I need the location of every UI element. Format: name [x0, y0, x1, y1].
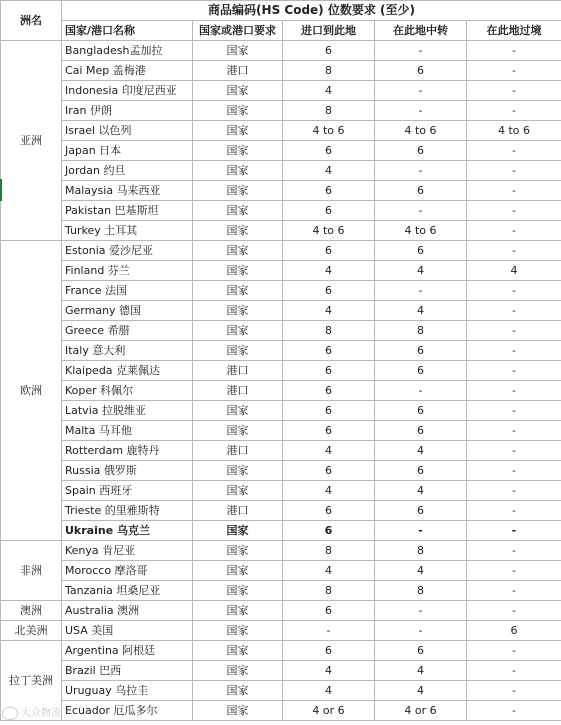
name-cell: Russia 俄罗斯 — [62, 461, 193, 481]
transship-cell: - — [375, 521, 467, 541]
name-cell: Estonia 爱沙尼亚 — [62, 241, 193, 261]
name-cell: Israel 以色列 — [62, 121, 193, 141]
name-cell: Kenya 肯尼亚 — [62, 541, 193, 561]
continent-cell: 北美洲 — [1, 621, 62, 641]
type-cell: 国家 — [193, 521, 283, 541]
table-row — [1, 221, 561, 241]
type-cell: 国家 — [193, 481, 283, 501]
import-cell: - — [283, 621, 375, 641]
type-cell: 国家 — [193, 681, 283, 701]
import-cell: 4 or 6 — [283, 701, 375, 721]
transit-cell: - — [467, 221, 561, 241]
transship-cell: 6 — [375, 181, 467, 201]
type-cell: 国家 — [193, 641, 283, 661]
transit-cell: - — [467, 161, 561, 181]
transship-cell: 4 — [375, 301, 467, 321]
name-cell: Morocco 摩洛哥 — [62, 561, 193, 581]
import-cell: 6 — [283, 41, 375, 61]
type-cell: 港口 — [193, 381, 283, 401]
table-row — [1, 341, 561, 361]
import-cell: 4 — [283, 81, 375, 101]
import-cell: 4 — [283, 441, 375, 461]
import-cell: 6 — [283, 381, 375, 401]
transit-cell: - — [467, 81, 561, 101]
transship-cell: 8 — [375, 581, 467, 601]
table-row — [1, 161, 561, 181]
name-cell: Jordan 约旦 — [62, 161, 193, 181]
type-cell: 国家 — [193, 321, 283, 341]
type-cell: 港口 — [193, 361, 283, 381]
import-cell: 4 — [283, 561, 375, 581]
type-cell: 国家 — [193, 661, 283, 681]
table-row — [1, 361, 561, 381]
row-selection-marker — [0, 179, 2, 201]
name-cell: USA 美国 — [62, 621, 193, 641]
transit-cell: - — [467, 461, 561, 481]
transit-cell: - — [467, 641, 561, 661]
import-cell: 4 — [283, 661, 375, 681]
transit-cell: - — [467, 581, 561, 601]
transit-cell: - — [467, 541, 561, 561]
table-row — [1, 421, 561, 441]
transit-cell: - — [467, 681, 561, 701]
table-body — [1, 41, 561, 721]
table-row — [1, 141, 561, 161]
table-row — [1, 481, 561, 501]
name-cell: Turkey 土耳其 — [62, 221, 193, 241]
import-cell: 6 — [283, 501, 375, 521]
transship-cell: - — [375, 201, 467, 221]
transship-cell: - — [375, 81, 467, 101]
transit-column-header: 在此地过境 — [467, 21, 561, 41]
type-column-header: 国家或港口要求 — [193, 21, 283, 41]
transit-cell: - — [467, 241, 561, 261]
name-cell: Rotterdam 鹿特丹 — [62, 441, 193, 461]
transit-cell: - — [467, 421, 561, 441]
table-title: 商品编码(HS Code) 位数要求 (至少) — [62, 1, 561, 21]
transship-cell: 4 or 6 — [375, 701, 467, 721]
transship-cell: 4 — [375, 661, 467, 681]
transship-cell: 6 — [375, 641, 467, 661]
transship-cell: - — [375, 101, 467, 121]
import-cell: 6 — [283, 521, 375, 541]
table-row — [1, 601, 561, 621]
transit-cell: - — [467, 701, 561, 721]
table-row — [1, 581, 561, 601]
name-cell: Finland 芬兰 — [62, 261, 193, 281]
table-row — [1, 661, 561, 681]
name-cell: Latvia 拉脱维亚 — [62, 401, 193, 421]
transit-cell: - — [467, 301, 561, 321]
type-cell: 国家 — [193, 421, 283, 441]
table-row — [1, 561, 561, 581]
transit-cell: - — [467, 481, 561, 501]
transship-cell: 6 — [375, 341, 467, 361]
import-cell: 6 — [283, 281, 375, 301]
import-cell: 4 — [283, 301, 375, 321]
transit-cell: - — [467, 661, 561, 681]
table-row — [1, 681, 561, 701]
type-cell: 港口 — [193, 441, 283, 461]
transship-cell: - — [375, 601, 467, 621]
transit-cell: - — [467, 41, 561, 61]
name-cell: Germany 德国 — [62, 301, 193, 321]
import-cell: 6 — [283, 201, 375, 221]
import-cell: 6 — [283, 241, 375, 261]
transit-cell: - — [467, 561, 561, 581]
name-cell: Iran 伊朗 — [62, 101, 193, 121]
name-cell: Cai Mep 盖梅港 — [62, 61, 193, 81]
transship-cell: 4 — [375, 561, 467, 581]
import-cell: 4 — [283, 161, 375, 181]
name-cell: Trieste 的里雅斯特 — [62, 501, 193, 521]
table-row — [1, 261, 561, 281]
import-column-header: 进口到此地 — [283, 21, 375, 41]
type-cell: 国家 — [193, 101, 283, 121]
transit-cell: - — [467, 141, 561, 161]
import-cell: 4 — [283, 681, 375, 701]
type-cell: 国家 — [193, 81, 283, 101]
type-cell: 国家 — [193, 581, 283, 601]
type-cell: 国家 — [193, 601, 283, 621]
transit-cell: - — [467, 361, 561, 381]
table-row — [1, 541, 561, 561]
continent-cell: 拉丁美洲 — [1, 641, 62, 721]
transit-cell: - — [467, 521, 561, 541]
continent-cell: 非洲 — [1, 541, 62, 601]
table-row — [1, 441, 561, 461]
transship-cell: - — [375, 41, 467, 61]
transship-cell: 6 — [375, 421, 467, 441]
transit-cell: - — [467, 401, 561, 421]
import-cell: 4 — [283, 481, 375, 501]
transship-cell: 4 to 6 — [375, 221, 467, 241]
name-cell: Greece 希腊 — [62, 321, 193, 341]
type-cell: 国家 — [193, 141, 283, 161]
transit-cell: 6 — [467, 621, 561, 641]
table-row — [1, 81, 561, 101]
table-row — [1, 521, 561, 541]
continent-column-header: 洲名 — [1, 1, 62, 41]
transit-cell: 4 to 6 — [467, 121, 561, 141]
transship-cell: 6 — [375, 61, 467, 81]
name-cell: Klaipeda 克莱佩达 — [62, 361, 193, 381]
transship-cell: 6 — [375, 401, 467, 421]
type-cell: 港口 — [193, 501, 283, 521]
transit-cell: 4 — [467, 261, 561, 281]
transship-cell: - — [375, 161, 467, 181]
transship-cell: 6 — [375, 361, 467, 381]
transit-cell: - — [467, 101, 561, 121]
transship-cell: 4 — [375, 261, 467, 281]
import-cell: 8 — [283, 61, 375, 81]
import-cell: 8 — [283, 101, 375, 121]
table-row — [1, 401, 561, 421]
transit-cell: - — [467, 341, 561, 361]
import-cell: 6 — [283, 361, 375, 381]
import-cell: 6 — [283, 401, 375, 421]
name-cell: Italy 意大利 — [62, 341, 193, 361]
name-cell: Indonesia 印度尼西亚 — [62, 81, 193, 101]
name-cell: Uruguay 乌拉圭 — [62, 681, 193, 701]
continent-cell: 欧洲 — [1, 241, 62, 541]
type-cell: 国家 — [193, 161, 283, 181]
transit-cell: - — [467, 441, 561, 461]
transship-cell: 6 — [375, 461, 467, 481]
type-cell: 国家 — [193, 301, 283, 321]
import-cell: 4 to 6 — [283, 221, 375, 241]
table-row — [1, 381, 561, 401]
table-row — [1, 701, 561, 721]
name-cell: Malaysia 马来西亚 — [62, 181, 193, 201]
import-cell: 8 — [283, 581, 375, 601]
table-row — [1, 621, 561, 641]
continent-cell: 澳洲 — [1, 601, 62, 621]
transship-cell: 6 — [375, 241, 467, 261]
table-row — [1, 241, 561, 261]
transit-cell: - — [467, 501, 561, 521]
transit-cell: - — [467, 321, 561, 341]
watermark — [2, 706, 61, 722]
table-row — [1, 641, 561, 661]
type-cell: 港口 — [193, 61, 283, 81]
name-cell: Ecuador 厄瓜多尔 — [62, 701, 193, 721]
transit-cell: - — [467, 181, 561, 201]
import-cell: 6 — [283, 181, 375, 201]
import-cell: 6 — [283, 601, 375, 621]
transit-cell: - — [467, 381, 561, 401]
type-cell: 国家 — [193, 461, 283, 481]
import-cell: 6 — [283, 461, 375, 481]
transship-cell: - — [375, 381, 467, 401]
name-cell: Brazil 巴西 — [62, 661, 193, 681]
type-cell: 国家 — [193, 201, 283, 221]
table-row — [1, 201, 561, 221]
import-cell: 6 — [283, 341, 375, 361]
name-cell: Pakistan 巴基斯坦 — [62, 201, 193, 221]
watermark-text: 大众物流 — [21, 708, 61, 719]
transship-cell: - — [375, 621, 467, 641]
transship-cell: 8 — [375, 541, 467, 561]
transship-cell: 4 to 6 — [375, 121, 467, 141]
type-cell: 国家 — [193, 241, 283, 261]
header-title-row — [1, 1, 561, 21]
import-cell: 6 — [283, 421, 375, 441]
table-row — [1, 61, 561, 81]
transit-cell: - — [467, 201, 561, 221]
name-cell: Argentina 阿根廷 — [62, 641, 193, 661]
name-cell: Tanzania 坦桑尼亚 — [62, 581, 193, 601]
name-cell: Malta 马耳他 — [62, 421, 193, 441]
table-row — [1, 461, 561, 481]
name-column-header: 国家/港口名称 — [62, 21, 193, 41]
transship-cell: - — [375, 281, 467, 301]
name-cell: Australia 澳洲 — [62, 601, 193, 621]
transship-cell: 6 — [375, 141, 467, 161]
table-row — [1, 121, 561, 141]
transship-column-header: 在此地中转 — [375, 21, 467, 41]
transship-cell: 4 — [375, 441, 467, 461]
table-row — [1, 301, 561, 321]
type-cell: 国家 — [193, 541, 283, 561]
table-row — [1, 281, 561, 301]
type-cell: 国家 — [193, 181, 283, 201]
header-columns-row — [1, 21, 561, 41]
name-cell: Japan 日本 — [62, 141, 193, 161]
table-row — [1, 41, 561, 61]
type-cell: 国家 — [193, 401, 283, 421]
name-cell: Koper 科佩尔 — [62, 381, 193, 401]
type-cell: 国家 — [193, 41, 283, 61]
type-cell: 国家 — [193, 561, 283, 581]
transit-cell: - — [467, 61, 561, 81]
type-cell: 国家 — [193, 221, 283, 241]
type-cell: 国家 — [193, 261, 283, 281]
import-cell: 6 — [283, 141, 375, 161]
type-cell: 国家 — [193, 281, 283, 301]
import-cell: 6 — [283, 641, 375, 661]
type-cell: 国家 — [193, 621, 283, 641]
table-row — [1, 321, 561, 341]
import-cell: 4 to 6 — [283, 121, 375, 141]
table-row — [1, 181, 561, 201]
transship-cell: 4 — [375, 681, 467, 701]
import-cell: 8 — [283, 541, 375, 561]
transship-cell: 8 — [375, 321, 467, 341]
import-cell: 4 — [283, 261, 375, 281]
name-cell: Bangladesh孟加拉 — [62, 41, 193, 61]
type-cell: 国家 — [193, 701, 283, 721]
type-cell: 国家 — [193, 121, 283, 141]
name-cell: France 法国 — [62, 281, 193, 301]
transship-cell: 4 — [375, 481, 467, 501]
transit-cell: - — [467, 281, 561, 301]
table-row — [1, 101, 561, 121]
name-cell: Spain 西班牙 — [62, 481, 193, 501]
continent-cell: 亚洲 — [1, 41, 62, 241]
type-cell: 国家 — [193, 341, 283, 361]
transit-cell: - — [467, 601, 561, 621]
name-cell: Ukraine 乌克兰 — [62, 521, 193, 541]
transship-cell: 6 — [375, 501, 467, 521]
table-row — [1, 501, 561, 521]
import-cell: 8 — [283, 321, 375, 341]
watermark-logo-icon — [2, 707, 18, 720]
